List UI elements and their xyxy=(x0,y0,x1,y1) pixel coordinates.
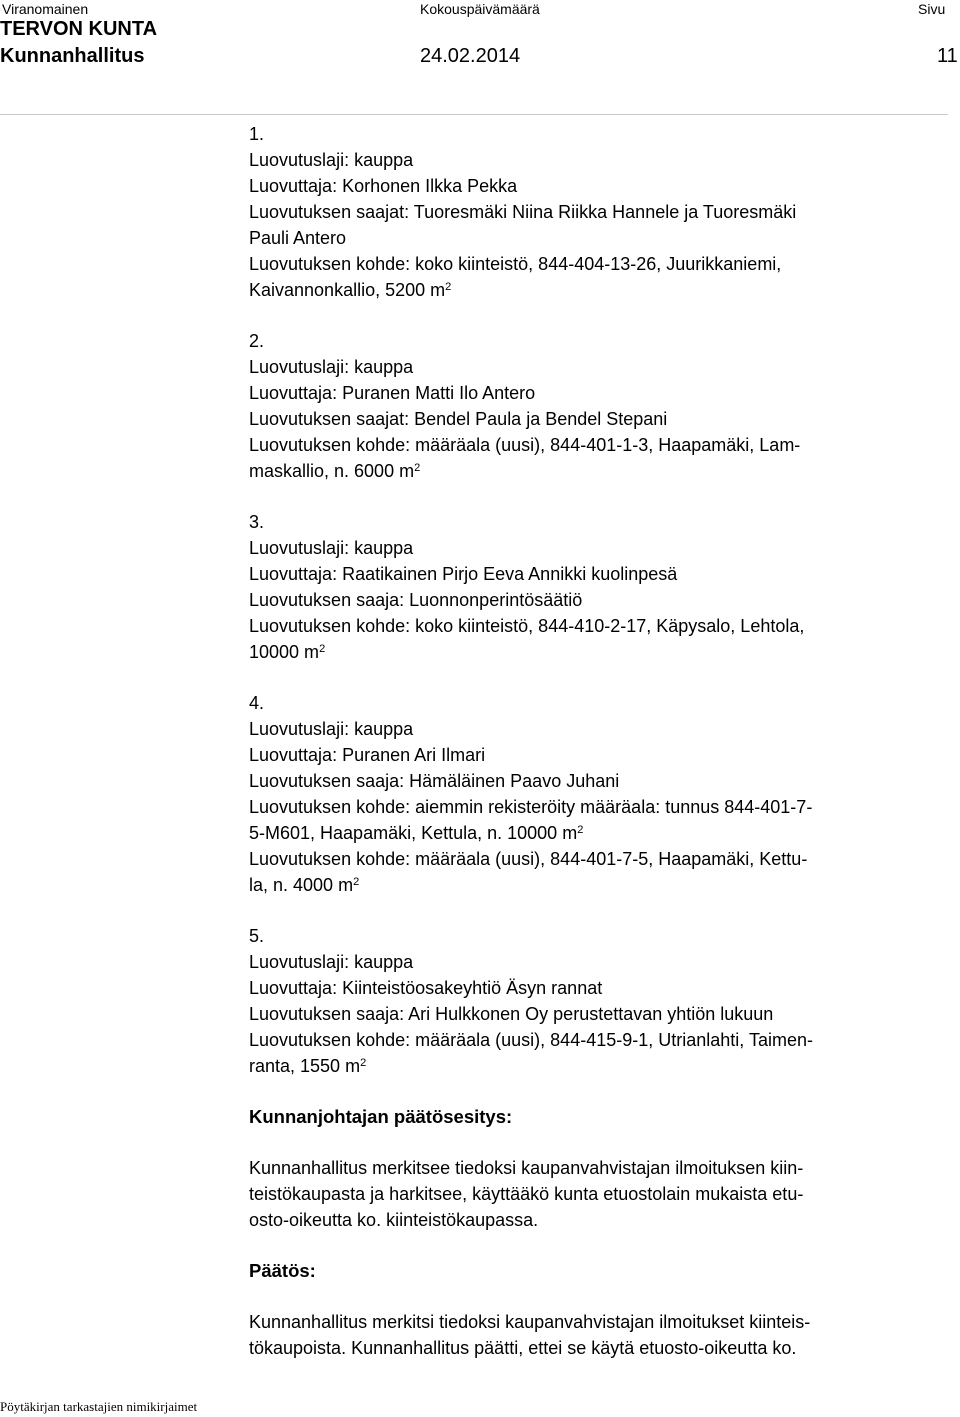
superscript: 2 xyxy=(414,462,421,474)
item-line: 5-M601, Haapamäki, Kettula, n. 10000 m xyxy=(249,823,578,843)
item-number: 2. xyxy=(249,331,265,351)
superscript: 2 xyxy=(319,643,326,655)
item-line: Luovutuksen kohde: koko kiinteistö, 844-404-13-26, Juurikkaniemi, xyxy=(249,254,782,274)
proposal-line: teistökaupasta ja harkitsee, käyttääkö kunta etuostolain mukaista etu- xyxy=(249,1184,804,1204)
proposal-text xyxy=(249,1155,949,1233)
decision-section xyxy=(249,1258,949,1284)
document-body xyxy=(249,121,949,1386)
meeting-date: 24.02.2014 xyxy=(420,45,521,67)
item-line: Luovutuksen saaja: Ari Hulkkonen Oy perustettavan yhtiön lukuun xyxy=(249,1004,774,1024)
item-line: Luovutuksen kohde: koko kiinteistö, 844-410-2-17, Käpysalo, Lehtola, xyxy=(249,616,805,636)
item-line: Kaivannonkallio, 5200 m xyxy=(249,280,446,300)
page-number: 11 xyxy=(937,45,958,67)
item-line: Luovutuksen kohde: määräala (uusi), 844-401-7-5, Haapamäki, Kettu- xyxy=(249,849,808,869)
item-line: Luovutuksen saaja: Hämäläinen Paavo Juhani xyxy=(249,771,620,791)
header-label-authority: Viranomainen xyxy=(2,1,89,17)
item-number: 3. xyxy=(249,512,265,532)
header-divider xyxy=(0,114,948,115)
item-line: Luovutuslaji: kauppa xyxy=(249,357,414,377)
item-line: Luovutuslaji: kauppa xyxy=(249,150,414,170)
item-number: 4. xyxy=(249,693,265,713)
item-area-line xyxy=(249,458,949,484)
transaction-item-5 xyxy=(249,923,949,1079)
header-label-meeting-date: Kokouspäivämäärä xyxy=(420,1,540,17)
authority-name: Kunnanhallitus xyxy=(0,45,145,67)
item-line: Luovutuksen kohde: määräala (uusi), 844-415-9-1, Utrianlahti, Taimen- xyxy=(249,1030,813,1050)
item-line: Luovutuslaji: kauppa xyxy=(249,952,414,972)
item-area-line xyxy=(249,1053,949,1079)
decision-line: tökaupoista. Kunnanhallitus päätti, ettei se käytä etuosto-oikeutta ko. xyxy=(249,1338,797,1358)
superscript: 2 xyxy=(353,876,360,888)
item-line: la, n. 4000 m xyxy=(249,875,354,895)
transaction-item-3 xyxy=(249,509,949,665)
item-line: Luovuttaja: Puranen Ari Ilmari xyxy=(249,745,486,765)
decision-line: Kunnanhallitus merkitsi tiedoksi kaupanvahvistajan ilmoitukset kiinteis- xyxy=(249,1312,811,1332)
item-line: 10000 m xyxy=(249,642,320,662)
item-line: Pauli Antero xyxy=(249,228,347,248)
item-line: Luovutuksen saajat: Bendel Paula ja Bendel Stepani xyxy=(249,409,668,429)
item-area-line xyxy=(249,820,949,846)
item-line: Luovuttaja: Korhonen Ilkka Pekka xyxy=(249,176,518,196)
transaction-item-2 xyxy=(249,328,949,484)
item-line: Luovutuksen saajat: Tuoresmäki Niina Riikka Hannele ja Tuoresmäki xyxy=(249,202,797,222)
decision-text xyxy=(249,1309,949,1361)
superscript: 2 xyxy=(445,281,452,293)
item-line: Luovutuksen saaja: Luonnonperintösäätiö xyxy=(249,590,583,610)
proposal-line: Kunnanhallitus merkitsee tiedoksi kaupanvahvistajan ilmoituksen kiin- xyxy=(249,1158,804,1178)
municipality-name: TERVON KUNTA xyxy=(0,18,158,40)
transaction-item-1 xyxy=(249,121,949,303)
item-line: Luovuttaja: Raatikainen Pirjo Eeva Annikki kuolinpesä xyxy=(249,564,678,584)
header-label-page: Sivu xyxy=(918,1,946,17)
proposal-line: osto-oikeutta ko. kiinteistökaupassa. xyxy=(249,1210,539,1230)
item-line: Luovutuksen kohde: aiemmin rekisteröity määräala: tunnus 844-401-7- xyxy=(249,797,813,817)
item-area-line xyxy=(249,277,949,303)
item-number: 5. xyxy=(249,926,265,946)
item-line: maskallio, n. 6000 m xyxy=(249,461,415,481)
item-line: ranta, 1550 m xyxy=(249,1056,361,1076)
item-area-line xyxy=(249,639,949,665)
proposal-section xyxy=(249,1104,949,1130)
item-line: Luovutuslaji: kauppa xyxy=(249,719,414,739)
superscript: 2 xyxy=(577,824,584,836)
item-area-line xyxy=(249,872,949,898)
superscript: 2 xyxy=(360,1057,367,1069)
item-line: Luovuttaja: Kiinteistöosakeyhtiö Äsyn rannat xyxy=(249,978,603,998)
item-number: 1. xyxy=(249,124,265,144)
decision-heading: Päätös: xyxy=(249,1260,316,1281)
footer-initials-label: Pöytäkirjan tarkastajien nimikirjaimet xyxy=(0,1399,198,1414)
item-line: Luovutuslaji: kauppa xyxy=(249,538,414,558)
item-line: Luovutuksen kohde: määräala (uusi), 844-401-1-3, Haapamäki, Lam- xyxy=(249,435,801,455)
transaction-item-4 xyxy=(249,690,949,898)
item-line: Luovuttaja: Puranen Matti Ilo Antero xyxy=(249,383,536,403)
proposal-heading: Kunnanjohtajan päätösesitys: xyxy=(249,1106,513,1127)
